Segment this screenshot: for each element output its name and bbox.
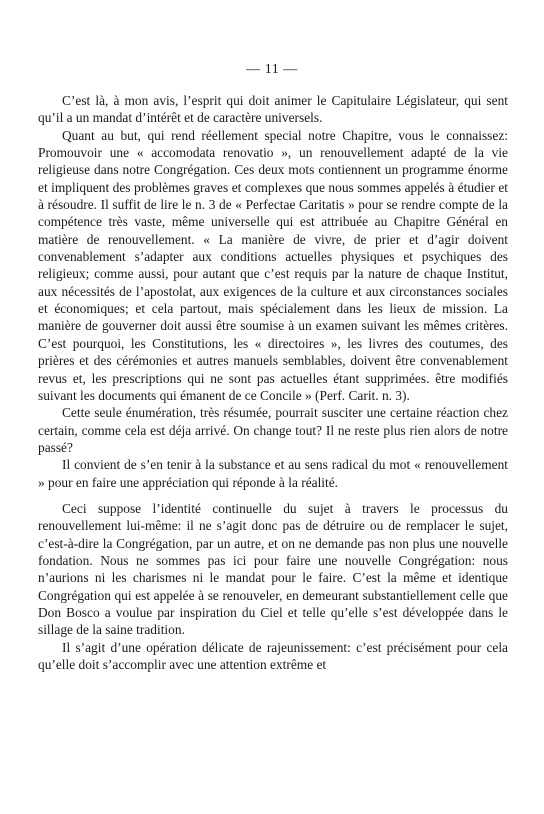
paragraph-1: C’est là, à mon avis, l’esprit qui doit animer le Capitulaire Législateur, qui sent qu’il a un mandat d’intérêt et de caractère universels.	[38, 93, 508, 126]
paragraph-3: Cette seule énumération, très résumée, pourrait susciter une certaine réaction chez certain, comme cela est déja arrivé. On change tout? Il ne reste plus rien alors de notre passé?	[38, 405, 508, 455]
page-number: — 11 —	[246, 62, 298, 77]
paragraph-4: Il convient de s’en tenir à la substance et au sens radical du mot « renouvellement » pour en faire une appréciation qui réponde à la réalité.	[38, 457, 508, 490]
paragraph-6: Il s’agit d’une opération délicate de rajeunissement: c’est précisément pour cela qu’elle doit s’accomplir avec une attention extrême et	[38, 639, 508, 672]
paragraph-5: Ceci suppose l’identité continuelle du sujet à travers le processus du renouvellement lui-même: il ne s’agit donc pas de détruire ou de remplacer le sujet, c’est-à-dire la Congrégation, par un autre, et on ne demande pas non plus une nouvelle fondation. Nous ne sommes pas ici pour faire une nouvelle Congrégation: nous n’aurions ni les charismes ni le mandat pour le faire. C’est la même et identique Congrégation qui est appelée à se renouveler, en demeurant substantiellement celle que Don Bosco a voulue par inspiration du Ciel et telle qu’elle s’est développée dans le sillage de la saine tradition.	[38, 500, 508, 638]
paragraph-2: Quant au but, qui rend réellement special notre Chapitre, vous le connaissez: Promouvoir une « accomodata renovatio », un renouvellement adapté de la vie religieuse dans notre Congrégation. Ces deux mots contiennent un programme énorme et impliquent des problèmes graves et complexes que nous sommes appelés à étudier et à résoudre. Il suffit de lire le n. 3 de « Perfectae Caritatis » pour se rendre compte de la compétence très vaste, même universelle qui est attribuée au Chapitre Général en matière de renouvellement. « La manière de vivre, de prier et d’agir doivent convenablement s’adapter aux conditions actuelles physiques et psychiques des religieux; comme aussi, pour autant que c’est requis par la nature de chaque Institut, aux nécessités de l’apostolat, aux exigences de la culture et aux circonstances sociales et économiques; et cela partout, mais spécialement dans les lieux de mission. La manière de gouverner doit aussi être soumise à un examen suivant les mêmes critères. C’est pourquoi, les Constitutions, les « directoires », les livres des coutumes, des prières et des cérémonies et autres manuels semblables, doivent être convenablement revus et, les prescriptions qui ne sont pas actuelles étant supprimées. être modifiés suivant les documents qui émanent de ce Concile » (Perf. Carit. n. 3).	[38, 127, 508, 403]
body-text	[38, 92, 508, 673]
